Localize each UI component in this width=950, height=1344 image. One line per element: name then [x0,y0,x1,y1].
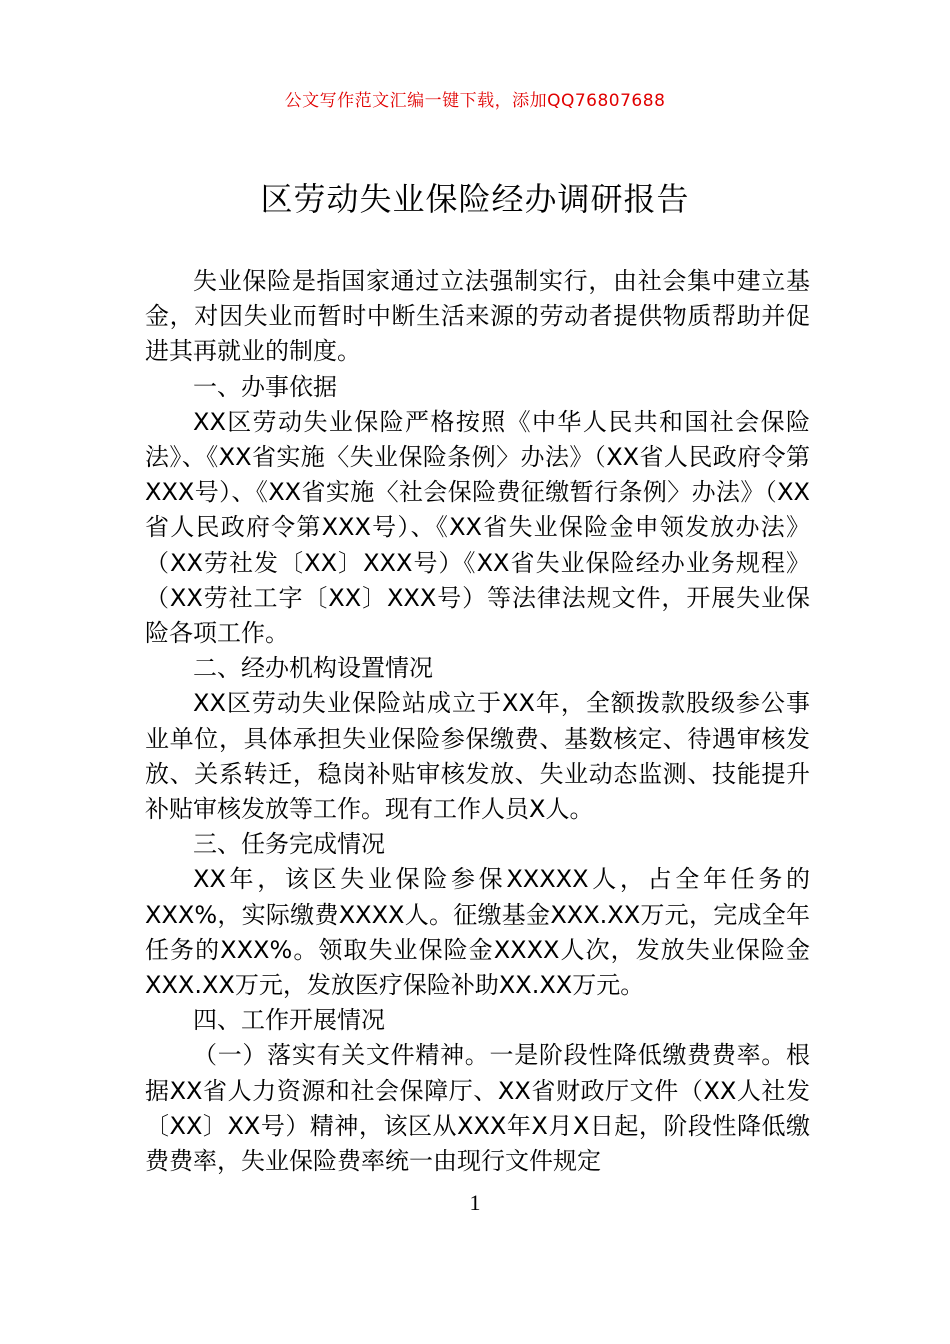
paragraph-basis: XX区劳动失业保险严格按照《中华人民共和国社会保险法》、《XX省实施〈失业保险条例〉办法》（XX省人民政府令第XXX号）、《XX省实施〈社会保险费征缴暂行条例〉办法》（XX省人民政府令第XXX号）、《XX省失业保险金申领发放办法》（XX劳社发〔XX〕XXX号）《XX省失业保险经办业务规程》（XX劳社工字〔XX〕XXX号）等法律法规文件，开展失业保险各项工作。 [145,407,810,648]
document-body [145,264,810,1179]
download-banner: 公文写作范文汇编一键下载，添加QQ76807688 [284,91,666,111]
section-heading-3: 三、任务完成情况 [193,830,385,859]
paragraph-agency: XX区劳动失业保险站成立于XX年，全额拨款股级参公事业单位，具体承担失业保险参保缴费、基数核定、待遇审核发放、关系转迁，稳岗补贴审核发放、失业动态监测、技能提升补贴审核发放等工作。现有工作人员X人。 [145,689,810,824]
section-heading-2: 二、经办机构设置情况 [193,654,433,683]
page-number: 1 [469,1190,481,1215]
document-title: 区劳动失业保险经办调研报告 [260,180,690,218]
section-heading-4: 四、工作开展情况 [193,1006,385,1035]
section-heading-1: 一、办事依据 [193,372,337,401]
paragraph-tasks: XX年，该区失业保险参保XXXXX人，占全年任务的XXX%，实际缴费XXXX人。征缴基金XXX.XX万元，完成全年任务的XXX%。领取失业保险金XXXX人次，发放失业保险金XXX.XX万元，发放医疗保险补助XX.XX万元。 [145,865,810,1000]
paragraph-work: （一）落实有关文件精神。一是阶段性降低缴费费率。根据XX省人力资源和社会保障厅、XX省财政厅文件（XX人社发〔XX〕XX号）精神，该区从XXX年X月X日起，阶段性降低缴费费率，失业保险费率统一由现行文件规定 [145,1041,810,1176]
paragraph-intro: 失业保险是指国家通过立法强制实行，由社会集中建立基金，对因失业而暂时中断生活来源的劳动者提供物质帮助并促进其再就业的制度。 [145,267,810,366]
